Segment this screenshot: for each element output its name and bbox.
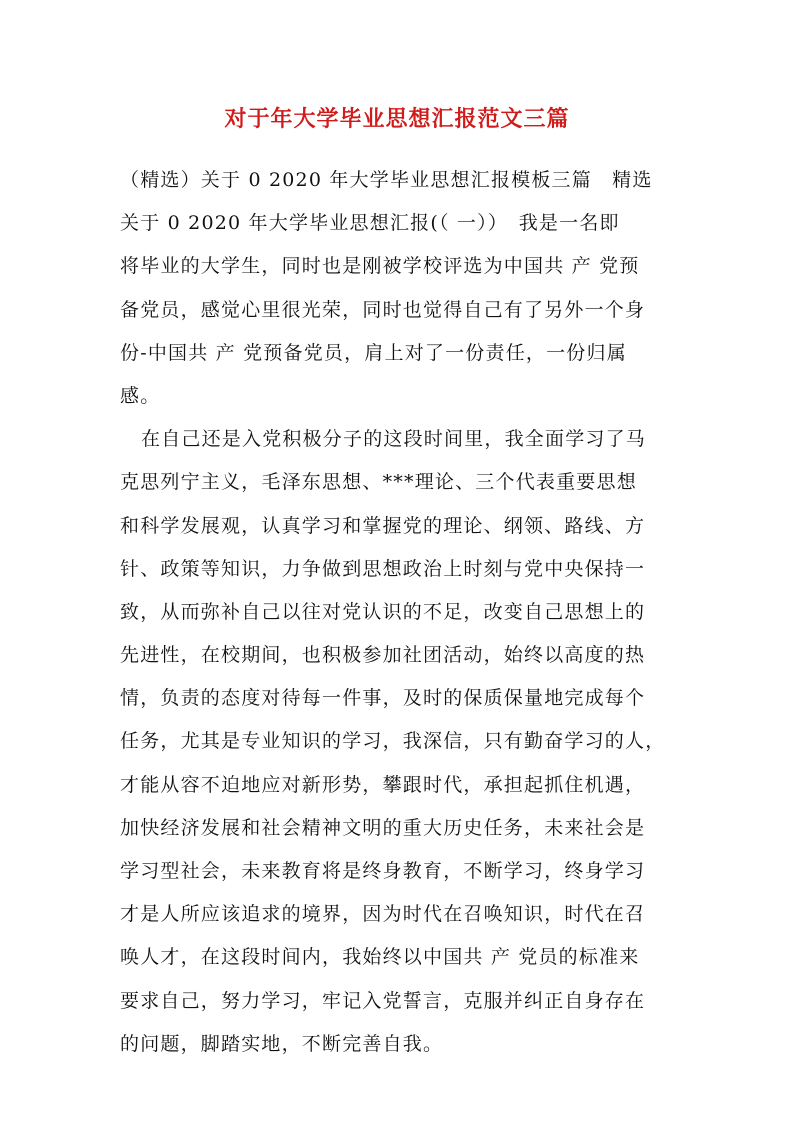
text-line: 份-中国共 产 党预备党员，肩上对了一份责任，一份归属 [120, 341, 627, 364]
text-line: 情，负责的态度对待每一件事，及时的保质保量地完成每个 [120, 687, 646, 710]
text-line: 将毕业的大学生，同时也是刚被学校评选为中国共 产 党预 [120, 255, 640, 278]
text-line: 和科学发展观，认真学习和掌握党的理论、纲领、路线、方 [120, 514, 646, 537]
text-line: 针、政策等知识，力争做到思想政治上时刻与党中央保持一 [120, 557, 646, 580]
document-body [120, 162, 680, 1069]
text-line: 才是人所应该追求的境界，因为时代在召唤知识，时代在召 [120, 903, 646, 926]
text-line: 的问题，脚踏实地，不断完善自我。 [120, 1032, 444, 1055]
text-line: 克思列宁主义，毛泽东思想、***理论、三个代表重要思想 [120, 471, 637, 494]
text-line: 学习型社会，未来教育将是终身教育，不断学习，终身学习 [120, 860, 646, 882]
text-line: 先进性，在校期间，也积极参加社团活动，始终以高度的热 [120, 644, 646, 667]
text-line: 加快经济发展和社会精神文明的重大历史任务，未来社会是 [120, 816, 646, 839]
text-line: 致，从而弥补自己以往对党认识的不足，改变自己思想上的 [120, 600, 646, 623]
text-line: 任务，尤其是专业知识的学习，我深信，只有勤奋学习的人， [120, 730, 666, 753]
text-line: 在自己还是入党积极分子的这段时间里，我全面学习了马 [141, 428, 647, 451]
document-title: 对于年大学毕业思想汇报范文三篇 [224, 106, 570, 132]
text-line: 唤人才，在这段时间内，我始终以中国共 产 党员的标准来 [120, 946, 640, 969]
text-line: 关于 0 2020 年大学毕业思想汇报(（ 一）） 我是一名即 [120, 212, 620, 235]
text-line: 感。 [120, 384, 161, 407]
text-line: 要求自己，努力学习，牢记入党誓言，克服并纠正自身存在 [120, 989, 646, 1012]
text-line: 才能从容不迫地应对新形势，攀跟时代，承担起抓住机遇， [120, 773, 646, 796]
text-line: 备党员，感觉心里很光荣，同时也觉得自己有了另外一个身 [120, 298, 646, 321]
text-line: （精选）关于 0 2020 年大学毕业思想汇报模板三篇 精选 [120, 169, 653, 191]
